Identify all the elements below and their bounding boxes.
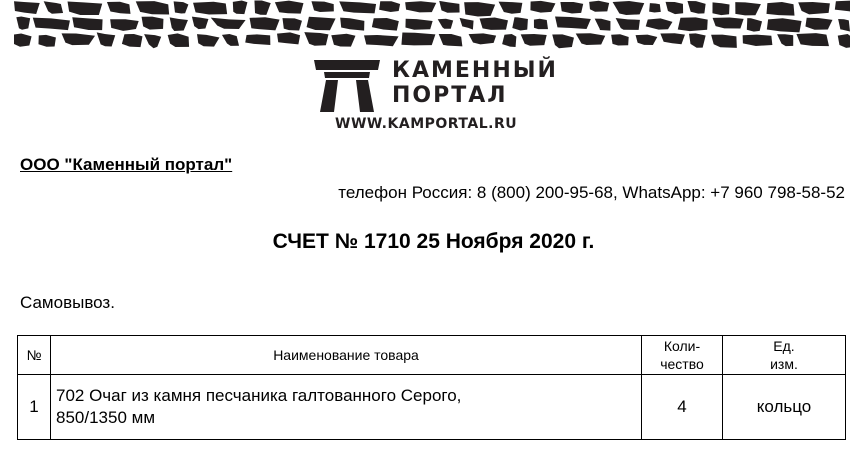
- mosaic-stone: [711, 35, 737, 48]
- mosaic-stone: [805, 18, 832, 30]
- mosaic-stone: [372, 18, 399, 31]
- mosaic-stone: [97, 32, 116, 46]
- mosaic-stone: [211, 18, 246, 29]
- mosaic-stone: [38, 35, 55, 47]
- mosaic-stone: [277, 32, 300, 44]
- mosaic-stone: [72, 17, 102, 30]
- mosaic-stone: [222, 34, 239, 46]
- mosaic-stone: [439, 34, 463, 46]
- mosaic-stone: [340, 18, 364, 31]
- mosaic-stone: [646, 18, 673, 29]
- mosaic-stone: [233, 0, 248, 14]
- mosaic-stone: [282, 18, 302, 30]
- mosaic-stone: [44, 1, 63, 14]
- mosaic-stone: [250, 17, 280, 30]
- mosaic-stone: [401, 32, 435, 45]
- mosaic-stone: [530, 1, 555, 13]
- mosaic-stone: [502, 34, 516, 47]
- mosaic-stone: [660, 33, 685, 44]
- header-unit: [723, 336, 846, 375]
- header-num: №: [18, 336, 51, 375]
- items-table: [17, 335, 846, 440]
- mosaic-stone: [197, 34, 219, 46]
- mosaic-stone: [331, 34, 355, 47]
- mosaic-stone: [14, 1, 40, 14]
- mosaic-stone: [576, 33, 606, 45]
- mosaic-stone: [713, 17, 744, 28]
- header-qty: [642, 336, 723, 375]
- mosaic-stone: [589, 1, 609, 12]
- mosaic-stone: [611, 34, 629, 45]
- mosaic-stone: [174, 1, 189, 13]
- mosaic-stone: [552, 34, 574, 48]
- row-name-line2: 850/1350 мм: [56, 408, 156, 427]
- mosaic-stone: [14, 33, 32, 46]
- table-row: [18, 375, 846, 440]
- table-header-row: [18, 336, 846, 375]
- mosaic-stone: [168, 33, 189, 47]
- mosaic-stone: [512, 17, 528, 30]
- mosaic-stone: [460, 18, 474, 30]
- mosaic-stone: [534, 19, 548, 29]
- mosaic-stone: [307, 17, 336, 31]
- mosaic-stone: [464, 2, 495, 16]
- row-qty: 4: [642, 375, 723, 440]
- mosaic-stone: [170, 17, 188, 31]
- mosaic-stone: [616, 18, 640, 30]
- mosaic-stone: [438, 19, 453, 29]
- mosaic-stone: [144, 34, 161, 48]
- mosaic-stone: [689, 33, 706, 47]
- row-name: [51, 375, 642, 440]
- logo-url[interactable]: WWW.KAMPORTAL.RU: [335, 116, 518, 132]
- mosaic-stone: [613, 1, 645, 15]
- mosaic-stone: [595, 19, 611, 31]
- mosaic-stone: [379, 1, 400, 12]
- mosaic-stone: [798, 2, 830, 14]
- mosaic-stone: [339, 1, 376, 13]
- mosaic-stone: [712, 2, 729, 15]
- mosaic-stone: [16, 17, 30, 30]
- mosaic-stone: [666, 2, 684, 14]
- mosaic-stone: [304, 32, 328, 46]
- company-name: ООО "Каменный портал": [20, 155, 233, 174]
- header-unit-line1: Ед.: [773, 337, 795, 354]
- mosaic-stone: [122, 34, 143, 47]
- mosaic-stone: [469, 33, 497, 44]
- row-name-line1: 702 Очаг из камня песчаника галтованного Серого,: [56, 385, 462, 405]
- mosaic-stone: [743, 35, 773, 46]
- mosaic-stone: [33, 18, 70, 31]
- mosaic-stone: [275, 1, 304, 14]
- mosaic-stone: [687, 1, 705, 14]
- header-name: Наименование товара: [51, 336, 642, 375]
- mosaic-stone: [311, 1, 333, 12]
- mosaic-stone: [777, 34, 793, 46]
- mosaic-stone: [767, 18, 802, 32]
- logo-text-line1: КАМЕННЫЙ: [392, 58, 558, 83]
- header-qty-line1: Коли-: [663, 337, 701, 354]
- mosaic-stone: [838, 34, 850, 48]
- mosaic-stone: [405, 1, 436, 12]
- phone-line: телефон Россия: 8 (800) 200-95-68, WhatsApp: +7 960 798-58-52: [338, 183, 845, 202]
- mosaic-stone: [62, 33, 95, 45]
- mosaic-stone: [555, 17, 591, 30]
- mosaic-stone: [107, 2, 131, 14]
- mosaic-stone: [439, 1, 459, 13]
- row-unit: кольцо: [723, 375, 846, 440]
- mosaic-stone: [747, 18, 762, 32]
- portal-logo-icon: [312, 58, 382, 112]
- mosaic-stone: [838, 19, 850, 32]
- mosaic-stone: [499, 2, 523, 14]
- mosaic-stone: [560, 2, 583, 13]
- logo-text-line2: ПОРТАЛ: [392, 83, 508, 108]
- mosaic-stone: [364, 35, 399, 46]
- mosaic-stone: [796, 33, 829, 46]
- mosaic-stone: [110, 19, 139, 31]
- header-unit-line2: изм.: [770, 356, 798, 372]
- mosaic-stone: [254, 1, 270, 15]
- mosaic-stone: [735, 2, 761, 15]
- stone-mosaic-banner: [14, 0, 850, 50]
- mosaic-stone: [636, 35, 658, 45]
- mosaic-stone: [480, 17, 508, 29]
- mosaic-stone: [835, 1, 850, 13]
- mosaic-stone: [521, 34, 547, 46]
- mosaic-stone: [193, 2, 227, 15]
- row-num: 1: [18, 375, 51, 440]
- mosaic-stone: [405, 19, 432, 30]
- mosaic-stone: [766, 2, 794, 16]
- mosaic-stone: [142, 17, 164, 30]
- mosaic-stone: [678, 17, 708, 31]
- mosaic-stone: [136, 1, 169, 14]
- header-qty-line2: чество: [660, 356, 704, 372]
- mosaic-stone: [649, 3, 661, 12]
- mosaic-stone: [192, 17, 209, 30]
- invoice-title: СЧЕТ № 1710 25 Ноября 2020 г.: [272, 230, 595, 253]
- delivery-method: Самовывоз.: [20, 293, 115, 312]
- mosaic-stone: [245, 34, 270, 45]
- mosaic-stone: [68, 2, 103, 15]
